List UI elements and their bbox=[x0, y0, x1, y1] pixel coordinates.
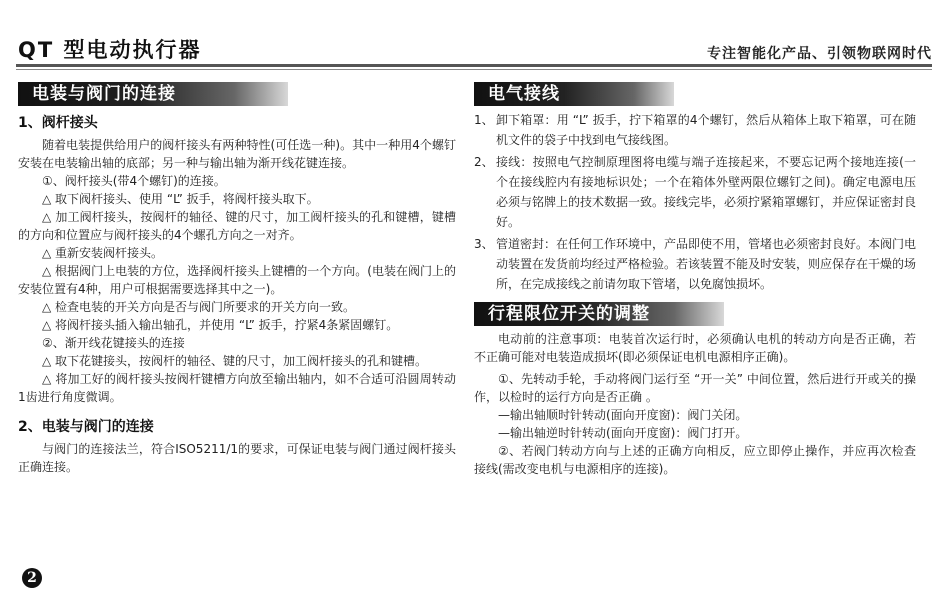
page-number-badge: 2 bbox=[22, 568, 42, 588]
header-rule-thick bbox=[16, 64, 932, 67]
paragraph: △ 取下花键接头，按阀杆的轴径、键的尺寸，加工阀杆接头的孔和键槽。 bbox=[42, 354, 428, 368]
page-title: QT 型电动执行器 bbox=[18, 38, 202, 62]
paragraph: △ 将加工好的阀杆接头按阀杆键槽方向放至输出轴内，如不合适可沿圆周转动1齿进行角度微调。 bbox=[18, 372, 456, 404]
section-title-limit-switch: 行程限位开关的调整 bbox=[474, 302, 724, 326]
paragraph: △ 加工阀杆接头，按阀杆的轴径、键的尺寸，加工阀杆接头的孔和键槽，键槽的方向和位置应与阀杆接头的4个螺孔方向之一对齐。 bbox=[18, 210, 456, 242]
wiring-steps-list bbox=[474, 110, 916, 294]
paragraph: △ 将阀杆接头插入输出轴孔，并使用 “L” 扳手，拧紧4条紧固螺钉。 bbox=[42, 318, 399, 332]
list-item: 1、 卸下箱罩：用 “L” 扳手，拧下箱罩的4个螺钉，然后从箱体上取下箱罩，可在随机文件的袋子中找到电气接线图。 bbox=[474, 113, 916, 147]
section-title-valve-connection: 电装与阀门的连接 bbox=[18, 82, 288, 106]
paragraph: ②、若阀门转动方向与上述的正确方向相反，应立即停止操作，并应再次检查接线(需改变电机与电源相序的连接)。 bbox=[474, 444, 916, 476]
right-column bbox=[474, 82, 916, 478]
paragraph: 与阀门的连接法兰，符合ISO5211/1的要求，可保证电装与阀门通过阀杆接头正确连接。 bbox=[18, 442, 456, 474]
paragraph: ①、阀杆接头(带4个螺钉)的连接。 bbox=[42, 174, 226, 188]
page-header bbox=[0, 0, 948, 70]
paragraph: —输出轴逆时针转动(面向开度窗)：阀门打开。 bbox=[498, 426, 748, 440]
paragraph: △ 根据阀门上电装的方位，选择阀杆接头上键槽的一个方向。(电装在阀门上的安装位置有4种，用户可根据需要选择其中之一)。 bbox=[18, 264, 456, 296]
paragraph: —输出轴顺时针转动(面向开度窗)：阀门关闭。 bbox=[498, 408, 748, 422]
paragraph: ①、先转动手轮，手动将阀门运行至 “开一关” 中间位置，然后进行开或关的操作，以检时的运行方向是否正确 。 bbox=[474, 372, 916, 404]
paragraph: △ 检查电装的开关方向是否与阀门所要求的开关方向一致。 bbox=[42, 300, 356, 314]
header-slogan: 专注智能化产品、引领物联网时代 bbox=[707, 46, 932, 62]
header-rule-thin bbox=[16, 69, 932, 70]
paragraph: 随着电装提供给用户的阀杆接头有两种特性(可任选一种)。其中一种用4个螺钉安装在电装输出轴的底部；另一种与输出轴为渐开线花键连接。 bbox=[18, 138, 456, 170]
subheading-valve-connection: 2、电装与阀门的连接 bbox=[18, 419, 154, 435]
subheading-stem-coupling: 1、阀杆接头 bbox=[18, 115, 98, 131]
list-item: 3、 管道密封：在任何工作环境中，产品即使不用，管堵也必须密封良好。本阀门电动装置在发货前均经过严格检验。若该装置不能及时安装，则应保存在干燥的场所，在完成接线之前请勿取下管堵，以免腐蚀损坏。 bbox=[474, 237, 917, 291]
left-column bbox=[18, 82, 456, 476]
paragraph: △ 取下阀杆接头、使用 “L” 扳手，将阀杆接头取下。 bbox=[42, 192, 319, 206]
paragraph: 电动前的注意事项：电装首次运行时，必须确认电机的转动方向是否正确，若不正确可能对电装造成损坏(即必须保证电机电源相序正确)。 bbox=[474, 332, 916, 364]
paragraph: △ 重新安装阀杆接头。 bbox=[42, 246, 164, 260]
section-title-wiring: 电气接线 bbox=[474, 82, 674, 106]
paragraph: ②、渐开线花键接头的连接 bbox=[42, 336, 185, 350]
list-item: 2、 接线：按照电气控制原理图将电缆与端子连接起来，不要忘记两个接地连接(一个在接线腔内有接地标识处；一个在箱体外壁两限位螺钉之间)。确定电源电压必须与铭牌上的技术数据一致。接线完毕，必须拧紧箱罩螺钉，并应保证密封良好。 bbox=[474, 155, 917, 229]
